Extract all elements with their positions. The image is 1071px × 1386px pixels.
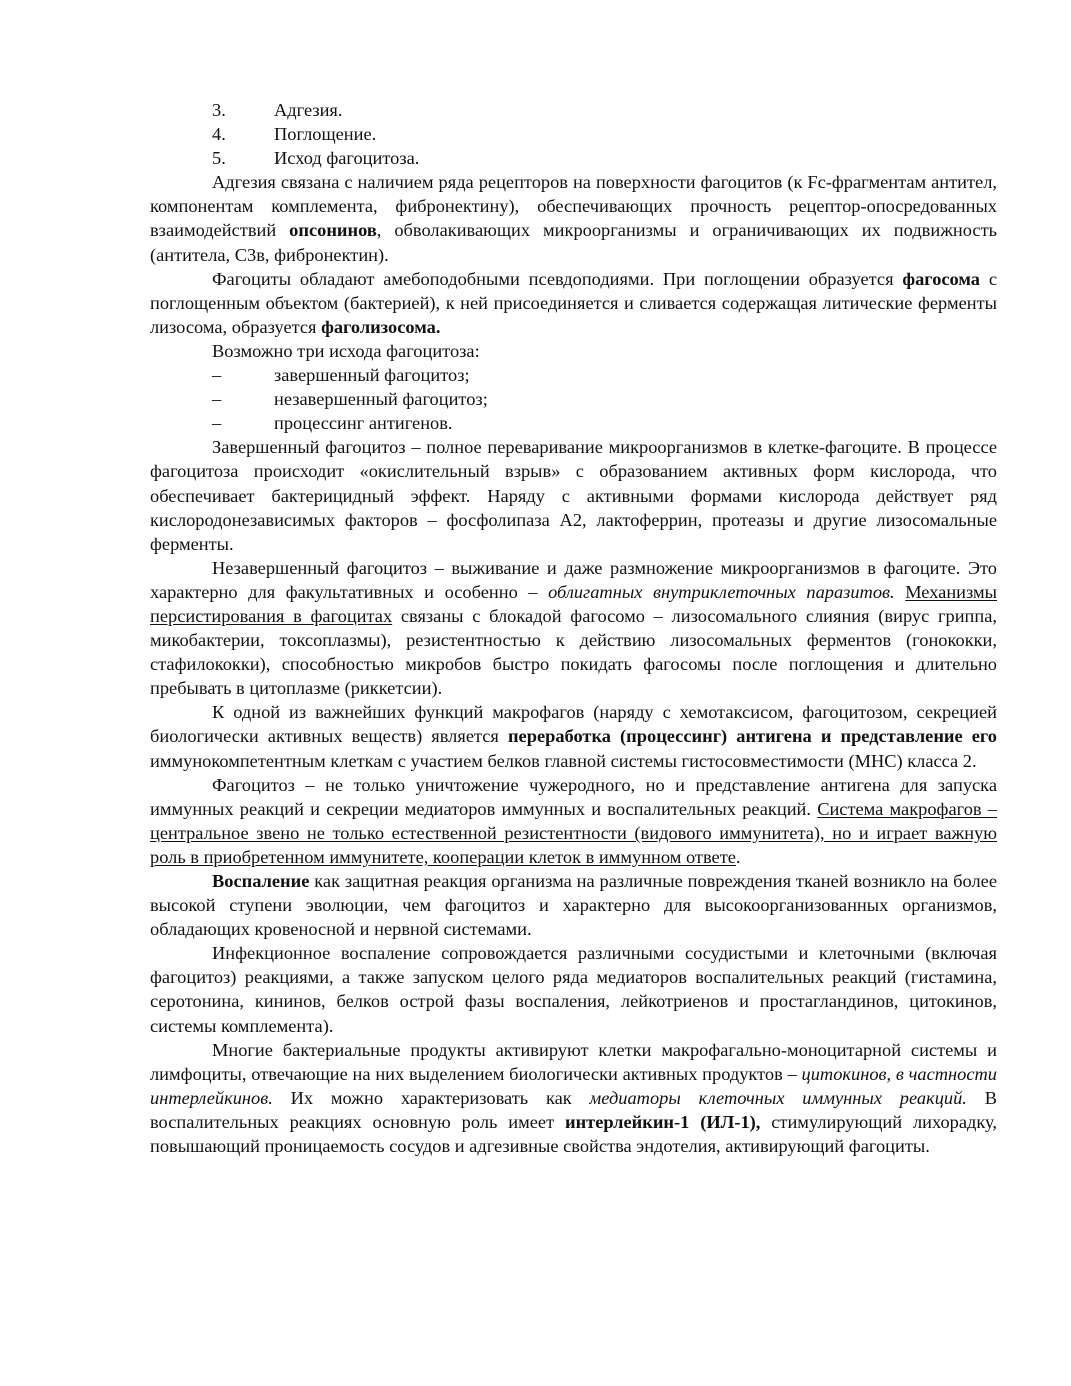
italic-term: цитокинов, в частности интерлейкинов.	[150, 1063, 997, 1108]
bold-term-phagolysosome: фаголизосома.	[321, 316, 441, 337]
list-item	[150, 411, 997, 435]
bold-term-phagosome: фагосома	[902, 268, 980, 289]
list-text: незавершенный фагоцитоз;	[274, 389, 488, 410]
list-item	[150, 122, 997, 146]
list-item	[150, 146, 997, 170]
text-run: Адгезия связана с наличием ряда рецепторов на поверхности фагоцитов (к Fc-фрагментам антител, компонентам комплемента, фибронектину), обеспечивающих прочность рецептор-опосредованных взаимодействий	[150, 172, 997, 241]
paragraph-infectious-inflammation: Инфекционное воспаление сопровождается различными сосудистыми и клеточными (включая фагоцитоз) реакциями, а также запуском целого ряда медиаторов воспалительных реакций (гистамина, серотонина, кининов, белков острой фазы воспаления, лейкотриенов и простагландинов, цитокинов, системы комплемента).	[150, 943, 997, 1036]
list-item	[150, 387, 997, 411]
list-marker: –	[212, 389, 222, 410]
list-text: процессинг антигенов.	[274, 413, 453, 434]
text-run: связаны с блокадой фагосомо – лизосомального слияния (вирус гриппа, микобактерии, токсоплазмы), резистентностью к действию лизосомальных ферментов (гонококки, стафилококки), способностью микробов быстро покидать фагосомы после поглощения и длительно пребывать в цитоплазме (риккетсии).	[150, 605, 997, 699]
paragraph-incomplete-phagocytosis	[150, 556, 997, 701]
list-item	[150, 98, 997, 122]
underlined-term: Механизмы персистирования в фагоцитах	[150, 581, 998, 626]
text-run: иммунокомпетентным клеткам с участием белков главной системы гистосовместимости (МНС) класса 2.	[150, 750, 977, 771]
text-run: .	[735, 846, 741, 867]
list-text: Адгезия.	[274, 100, 343, 120]
text-run: Незавершенный фагоцитоз – выживание и даже размножение микроорганизмов в фагоците. Это характерно для факультативных и особенно –	[150, 557, 997, 602]
list-text: Исход фагоцитоза.	[274, 148, 420, 169]
underlined-statement: Система макрофагов – центральное звено не только естественной резистентности (видового иммунитета), но и играет важную роль в приобретенном иммунитете, кооперации клеток в иммунном ответе	[150, 798, 997, 867]
paragraph-complete-phagocytosis: Завершенный фагоцитоз – полное переваривание микроорганизмов в клетке-фагоците. В процессе фагоцитоза происходит «окислительный взрыв» с образованием активных форм кислорода, что обеспечивает бактерицидный эффект. Наряду с активными формами кислорода действует ряд кислородонезависимых факторов – фосфолипаза А2, лактоферрин, протеазы и другие лизосомальные ферменты.	[150, 437, 997, 554]
text-run: Фагоциты обладают амебоподобными псевдоподиями. При поглощении образуется	[212, 268, 903, 289]
bold-term-interleukin: интерлейкин-1 (ИЛ-1),	[564, 1111, 761, 1132]
paragraph-bacterial-products	[150, 1038, 997, 1158]
text-run: К одной из важнейших функций макрофагов (наряду с хемотаксисом, фагоцитозом, секрецией биологически активных веществ) является	[150, 702, 997, 747]
text-run	[895, 582, 906, 602]
bold-term-opsonins: опсонинов	[289, 220, 377, 241]
list-item	[150, 363, 997, 387]
list-marker: –	[212, 413, 222, 434]
list-marker: 3.	[212, 100, 226, 120]
paragraph-adhesion	[150, 170, 997, 266]
list-marker: 5.	[212, 148, 226, 169]
paragraph-macrophage-function	[150, 700, 997, 772]
italic-term: облигатных внутриклеточных паразитов.	[548, 581, 895, 602]
text-run: Многие бактериальные продукты активируют клетки макрофагально-моноцитарной системы и лимфоциты, отвечающие на них выделением биологически активных продуктов –	[150, 1039, 997, 1084]
list-marker: 4.	[212, 124, 226, 145]
list-text: Поглощение.	[274, 124, 377, 145]
document-page	[150, 98, 997, 1158]
text-run: с поглощенным объектом (бактерией), к ней присоединяется и сливается содержащая литические ферменты лизосома, образуется	[150, 268, 997, 337]
list-text: завершенный фагоцитоз;	[274, 365, 470, 386]
paragraph-phagosome	[150, 267, 997, 339]
paragraph-inflammation	[150, 869, 997, 941]
text-run: В воспалительных реакциях основную роль имеет	[150, 1087, 998, 1132]
text-run: , обволакивающих микроорганизмы и ограничивающих их подвижность (антитела, С3в, фибронектин).	[150, 220, 997, 265]
text-run: стимулирующий лихорадку, повышающий проницаемость сосудов и адгезивные свойства эндотелия, активирующий фагоциты.	[150, 1111, 998, 1157]
italic-term: медиаторы клеточных иммунных реакций.	[589, 1087, 967, 1108]
bold-term-inflammation: Воспаление	[212, 871, 310, 891]
text-run: Их можно характеризовать как	[272, 1087, 590, 1108]
paragraph-outcomes: Возможно три исхода фагоцитоза:	[212, 340, 480, 361]
bold-term-antigen-processing: переработка (процессинг) антигена и представление его	[507, 726, 998, 747]
list-marker: –	[212, 365, 222, 386]
paragraph-phagocytosis-role	[150, 773, 997, 869]
text-run: как защитная реакция организма на различные повреждения тканей возникло на более высокой ступени эволюции, чем фагоцитоз и характерно для высокоорганизованных организмов, обладающих кровеносной и нервной системами.	[150, 871, 997, 940]
text-run: Фагоцитоз – не только уничтожение чужеродного, но и представление антигена для запуска иммунных реакций и секреции медиаторов иммунных и воспалительных реакций.	[150, 774, 997, 819]
